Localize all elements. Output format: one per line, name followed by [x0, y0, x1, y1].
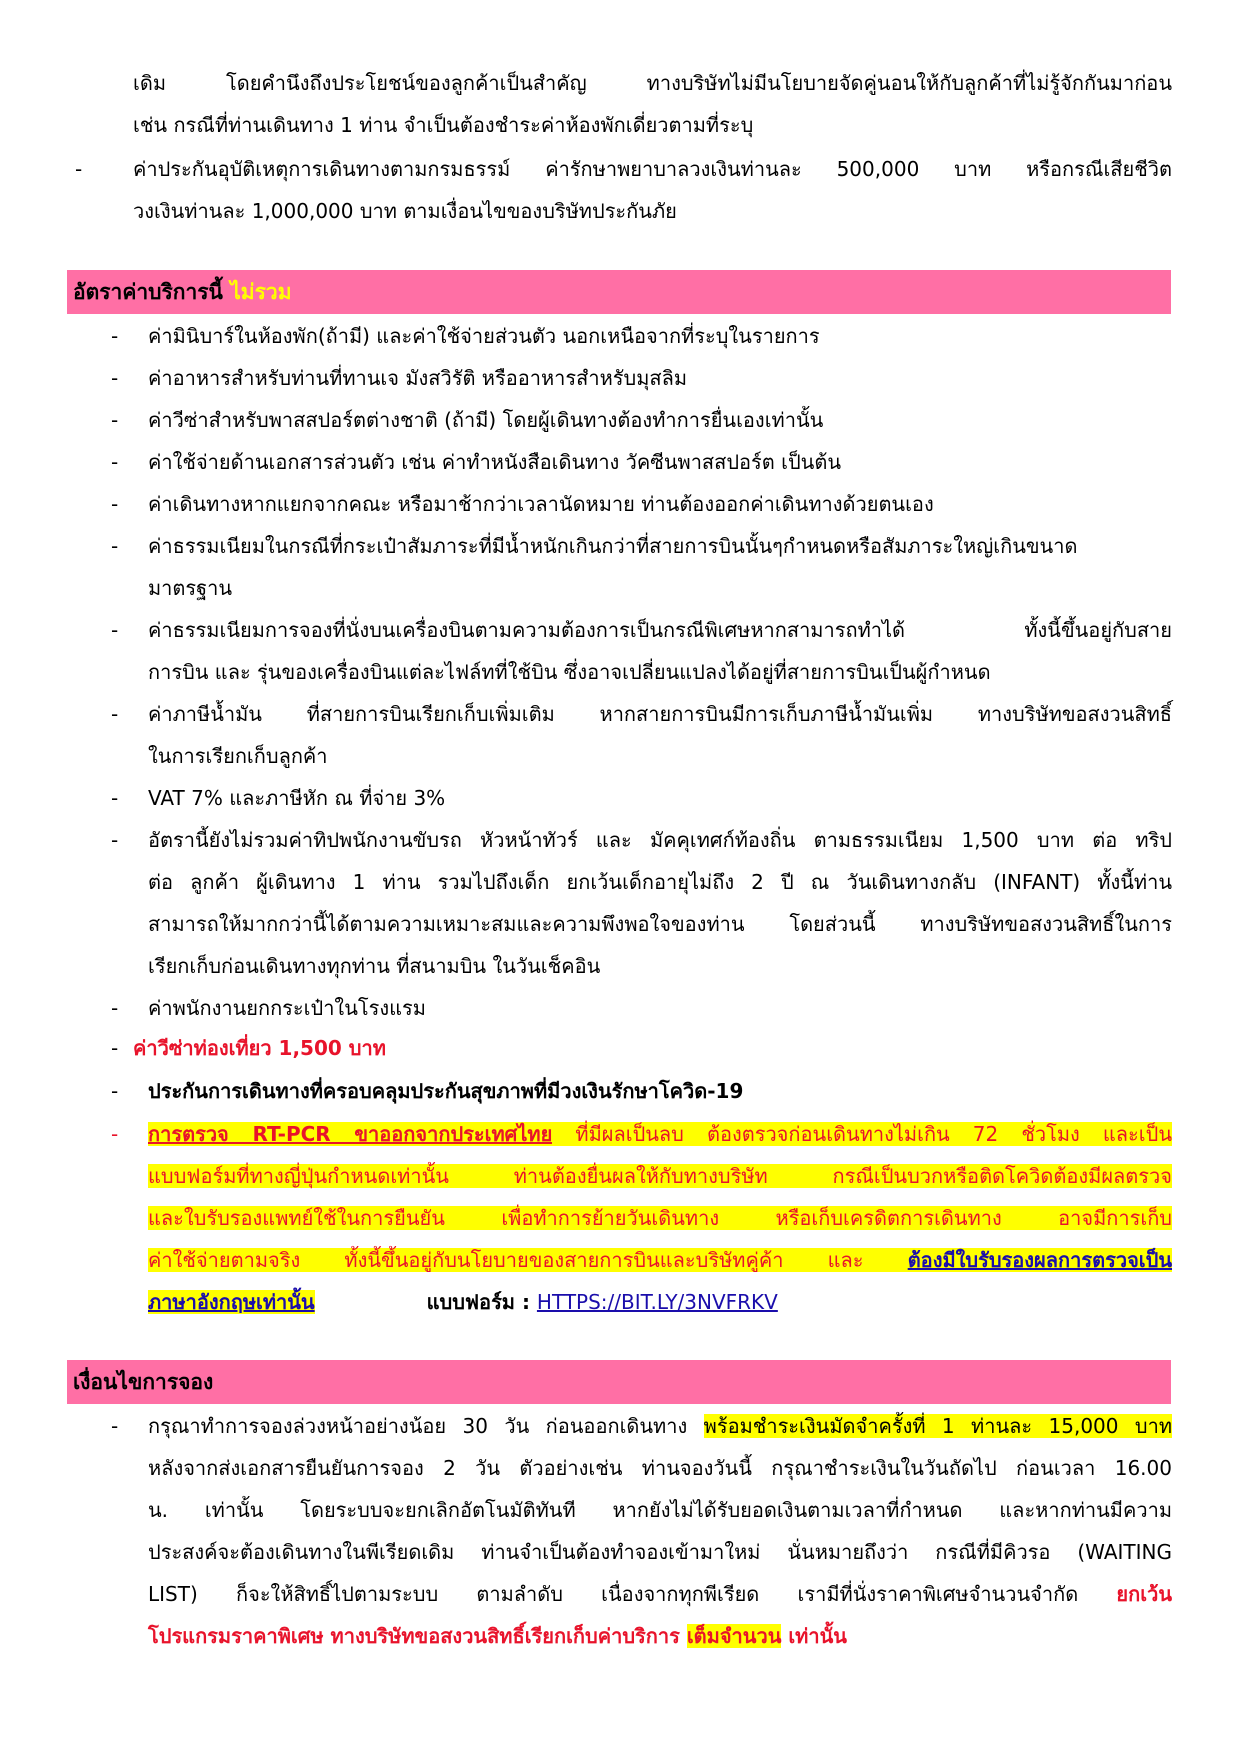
- booking-section-title: เงื่อนไขการจอง: [73, 1370, 214, 1394]
- booking-line: [148, 1615, 1172, 1657]
- excluded-item-text: [148, 483, 1172, 525]
- rtpcr-line4-bold: ต้องมีใบรับรองผลการตรวจเป็น: [907, 1248, 1172, 1272]
- excluded-item-text: [148, 819, 1172, 987]
- excluded-item-line: ค่าเดินทางหากแยกจากคณะ หรือมาช้ากว่าเวลานัดหมาย ท่านต้องออกค่าเดินทางด้วยตนเอง: [148, 492, 934, 516]
- booking-line: [148, 1573, 1172, 1615]
- excluded-item-line: ค่าวีซ่าสำหรับพาสสปอร์ตต่างชาติ (ถ้ามี) โดยผู้เดินทางต้องทำการยื่นเองเท่านั้น: [148, 408, 824, 432]
- excluded-item-line: VAT 7% และภาษีหัก ณ ที่จ่าย 3%: [148, 786, 446, 810]
- excluded-item-text: [148, 399, 1172, 441]
- bullet-dash: -: [111, 702, 119, 726]
- excluded-item-line: ค่าพนักงานยกกระเป๋าในโรงแรม: [148, 996, 426, 1020]
- intro-line: เดิม โดยคำนึงถึงประโยชน์ของลูกค้าเป็นสำคัญ ทางบริษัทไม่มีนโยบายจัดคู่นอนให้กับลูกค้าที่ไม่รู้จักกันมาก่อน: [133, 71, 1172, 95]
- booking-line6-red1: โปรแกรมราคาพิเศษ ทางบริษัทขอสงวนสิทธิ์เรียกเก็บค่าบริการ: [148, 1624, 687, 1648]
- rtpcr-line: [148, 1239, 1172, 1281]
- booking-line6-red2: เท่านั้น: [781, 1624, 847, 1648]
- excluded-item-line: อัตรานี้ยังไม่รวมค่าทิปพนักงานขับรถ หัวหน้าทัวร์ และ มัคคุเทศก์ท้องถิ่น ตามธรรมเนียม 1,500 บาท ต่อ ทริป: [148, 828, 1172, 852]
- booking-section-bar: [67, 1360, 1171, 1404]
- visa-item-text: ค่าวีซ่าท่องเที่ยว 1,500 บาท: [133, 1036, 386, 1060]
- excluded-item-text: [148, 525, 1172, 609]
- bullet-dash: -: [111, 1079, 119, 1103]
- intro-line: เช่น กรณีที่ท่านเดินทาง 1 ท่าน จำเป็นต้องชำระค่าห้องพักเดี่ยวตามที่ระบุ: [133, 113, 754, 137]
- excluded-item-line: ในการเรียกเก็บลูกค้า: [148, 744, 328, 768]
- excluded-item-line: ค่าอาหารสำหรับท่านที่ทานเจ มังสวิรัติ หรืออาหารสำหรับมุสลิม: [148, 366, 688, 390]
- excluded-item-text: [148, 777, 1172, 819]
- rtpcr-line4-text: ค่าใช้จ่ายตามจริง ทั้งนี้ขึ้นอยู่กับนโยบายของสายการบินและบริษัทคู่ค้า และ: [148, 1248, 908, 1272]
- bullet-dash: -: [111, 996, 119, 1020]
- covid-insurance-text: ประกันการเดินทางที่ครอบคลุมประกันสุขภาพที่มีวงเงินรักษาโควิด-19: [148, 1079, 744, 1103]
- rtpcr-line5-bold: ภาษาอังกฤษเท่านั้น: [148, 1290, 315, 1314]
- bullet-dash: -: [75, 157, 83, 181]
- intro-paragraph: [133, 62, 1172, 146]
- booking-paragraph: [148, 1405, 1172, 1657]
- excluded-item-line: ต่อ ลูกค้า ผู้เดินทาง 1 ท่าน รวมไปถึงเด็ก ยกเว้นเด็กอายุไม่ถึง 2 ปี ณ วันเดินทางกลับ (INFANT) ทั้งนี้ท่าน: [148, 870, 1172, 894]
- booking-line5-text: LIST) ก็จะให้สิทธิ์ไปตามระบบ ตามลำดับ เนื่องจากทุกพีเรียด เรามีที่นั่งราคาพิเศษจำนวนจำกัด: [148, 1582, 1117, 1606]
- excluded-item-line: มาตรฐาน: [148, 576, 233, 600]
- excluded-item-line: การบิน และ รุ่นของเครื่องบินแต่ละไฟล์ทที่ใช้บิน ซึ่งอาจเปลี่ยนแปลงได้อยู่ที่สายการบินเป็นผู้กำหนด: [148, 660, 991, 684]
- excluded-title-highlight: ไม่รวม: [230, 280, 292, 304]
- excluded-item-line: ค่าธรรมเนียมในกรณีที่กระเป๋าสัมภาระที่มีน้ำหนักเกินกว่าที่สายการบินนั้นๆกำหนดหรือสัมภาระใหญ่เกินขนาด: [148, 534, 1078, 558]
- excluded-item-line: ค่าใช้จ่ายด้านเอกสารส่วนตัว เช่น ค่าทำหนังสือเดินทาง วัคซีนพาสสปอร์ต เป็นต้น: [148, 450, 842, 474]
- excluded-item-line: ค่าธรรมเนียมการจองที่นั่งบนเครื่องบินตามความต้องการเป็นกรณีพิเศษหากสามารถทำได้ ทั้งนี้ขึ้นอยู่กับสาย: [148, 618, 1172, 642]
- rtpcr-paragraph: [148, 1113, 1172, 1323]
- bullet-dash: -: [111, 534, 119, 558]
- bullet-dash: -: [111, 1036, 119, 1060]
- rtpcr-lead: การตรวจ RT-PCR ขาออกจากประเทศไทย: [148, 1122, 553, 1146]
- bullet-dash: -: [111, 1414, 119, 1438]
- bullet-dash: -: [111, 324, 119, 348]
- covid-insurance-item: [148, 1070, 1172, 1112]
- excluded-title-text: อัตราค่าบริการนี้: [73, 280, 223, 304]
- visa-item: [133, 1027, 1172, 1069]
- excluded-item-line: ค่ามินิบาร์ในห้องพัก(ถ้ามี) และค่าใช้จ่ายส่วนตัว นอกเหนือจากที่ระบุในรายการ: [148, 324, 820, 348]
- booking-line1-text: กรุณาทำการจองล่วงหน้าอย่างน้อย 30 วัน ก่อนออกเดินทาง: [148, 1414, 704, 1438]
- rtpcr-line2: แบบฟอร์มที่ทางญี่ปุ่นกำหนดเท่านั้น ท่านต้องยื่นผลให้กับทางบริษัท กรณีเป็นบวกหรือติดโควิดต้องมีผลตรวจ: [148, 1164, 1172, 1188]
- excluded-item-text: [148, 987, 1172, 1029]
- bullet-dash: -: [111, 618, 119, 642]
- rtpcr-line: [148, 1197, 1172, 1239]
- booking-line: ประสงค์จะต้องเดินทางในพีเรียดเดิม ท่านจำเป็นต้องทำจองเข้ามาใหม่ นั่นหมายถึงว่า กรณีที่มีคิวรอ (WAITING: [148, 1540, 1172, 1564]
- excluded-item-text: [148, 609, 1172, 693]
- excluded-item-line: ค่าภาษีน้ำมัน ที่สายการบินเรียกเก็บเพิ่มเติม หากสายการบินมีการเก็บภาษีน้ำมันเพิ่ม ทางบริษัทขอสงวนสิทธิ์: [148, 702, 1172, 726]
- excluded-item-text: [148, 357, 1172, 399]
- booking-line: น. เท่านั้น โดยระบบจะยกเลิกอัตโนมัติทันที หากยังไม่ได้รับยอดเงินตามเวลาที่กำหนด และหากท่านมีความ: [148, 1498, 1172, 1522]
- bullet-dash: -: [111, 408, 119, 432]
- rtpcr-line1-rest: ที่มีผลเป็นลบ ต้องตรวจก่อนเดินทางไม่เกิน 72 ชั่วโมง และเป็น: [552, 1122, 1172, 1146]
- bullet-dash: -: [111, 828, 119, 852]
- rtpcr-line: [148, 1113, 1172, 1155]
- bullet-dash: -: [111, 366, 119, 390]
- excluded-item-text: [148, 315, 1172, 357]
- bullet-dash: -: [111, 786, 119, 810]
- booking-line: [148, 1405, 1172, 1447]
- excluded-item-text: [148, 441, 1172, 483]
- booking-line6-highlight: เต็มจำนวน: [686, 1624, 782, 1648]
- form-label: แบบฟอร์ม :: [426, 1290, 537, 1314]
- excluded-section-title: [73, 270, 292, 314]
- insurance-line: วงเงินท่านละ 1,000,000 บาท ตามเงื่อนไขของบริษัทประกันภัย: [133, 199, 677, 223]
- excluded-item-line: สามารถให้มากกว่านี้ได้ตามความเหมาะสมและความพึงพอใจของท่าน โดยส่วนนี้ ทางบริษัทขอสงวนสิทธิ์ในการ: [148, 912, 1172, 936]
- booking-line5-red: ยกเว้น: [1116, 1582, 1172, 1606]
- excluded-item-line: เรียกเก็บก่อนเดินทางทุกท่าน ที่สนามบิน ในวันเช็คอิน: [148, 954, 601, 978]
- rtpcr-line3: และใบรับรองแพทย์ใช้ในการยืนยัน เพื่อทำการย้ายวันเดินทาง หรือเก็บเครดิตการเดินทาง อาจมีการเก็บ: [148, 1206, 1172, 1230]
- bullet-dash: -: [111, 492, 119, 516]
- bullet-dash: -: [111, 450, 119, 474]
- form-link[interactable]: HTTPS://BIT.LY/3NVFRKV: [536, 1290, 778, 1314]
- rtpcr-line: [148, 1281, 1172, 1323]
- bullet-dash: -: [111, 1122, 119, 1146]
- booking-line: หลังจากส่งเอกสารยืนยันการจอง 2 วัน ตัวอย่างเช่น ท่านจองวันนี้ กรุณาชำระเงินในวันถัดไป ก่อนเวลา 16.00: [148, 1456, 1172, 1480]
- rtpcr-line: [148, 1155, 1172, 1197]
- insurance-paragraph: [133, 148, 1172, 232]
- booking-line1-highlight: พร้อมชำระเงินมัดจำครั้งที่ 1 ท่านละ 15,000 บาท: [703, 1414, 1172, 1438]
- excluded-item-text: [148, 693, 1172, 777]
- insurance-line: ค่าประกันอุบัติเหตุการเดินทางตามกรมธรรม์ ค่ารักษาพยาบาลวงเงินท่านละ 500,000 บาท หรือกรณีเสียชีวิต: [133, 157, 1172, 181]
